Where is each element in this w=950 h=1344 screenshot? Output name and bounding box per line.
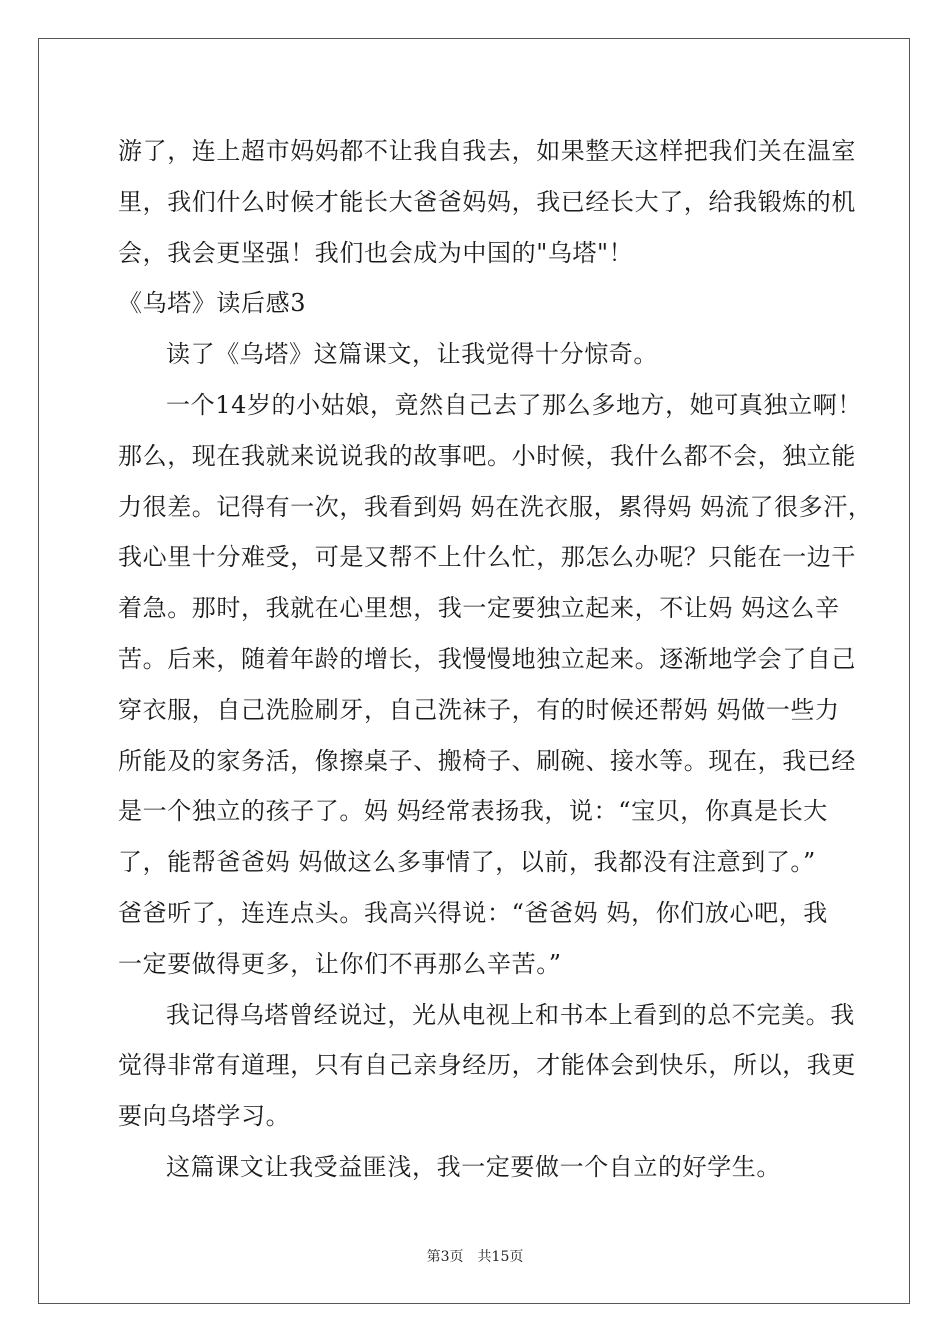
text-line: 苦。后来，随着年龄的增长，我慢慢地独立起来。逐渐地学会了自己 (118, 644, 856, 673)
text-line: 了，能帮爸爸妈 妈做这么多事情了，以前，我都没有注意到了。” (118, 848, 816, 877)
paragraph (118, 1142, 834, 1193)
page-total: 共15页 (477, 1249, 524, 1265)
text-line: 我心里十分难受，可是又帮不上什么忙，那怎么办呢？只能在一边干 (118, 543, 856, 572)
section-heading (118, 278, 834, 329)
text-line: 这篇课文让我受益匪浅，我一定要做一个自立的好学生。 (166, 1152, 781, 1181)
text-line: 要向乌塔学习。 (118, 1102, 291, 1131)
text-line: 力很差。记得有一次，我看到妈 妈在洗衣服，累得妈 妈流了很多汗， (118, 492, 873, 521)
text-line: 读了《乌塔》这篇课文，让我觉得十分惊奇。 (166, 340, 658, 369)
text-line: 一个14岁的小姑娘，竟然自己去了那么多地方，她可真独立啊！ (166, 390, 862, 419)
text-line: 我记得乌塔曾经说过，光从电视上和书本上看到的总不完美。我 (166, 1000, 855, 1029)
text-line: 是一个独立的孩子了。妈 妈经常表扬我，说：“宝贝，你真是长大 (118, 797, 828, 826)
paragraph (118, 990, 856, 1142)
text-line: 那么，现在我就来说说我的故事吧。小时候，我什么都不会，独立能 (118, 441, 856, 470)
text-line: 爸爸听了，连连点头。我高兴得说：“爸爸妈 妈，你们放心吧，我 (118, 898, 828, 927)
text-line: 一定要做得更多，让你们不再那么辛苦。” (118, 949, 562, 978)
paragraph (118, 329, 834, 380)
text-line: 会，我会更坚强！我们也会成为中国的"乌塔"！ (118, 238, 634, 267)
heading-line: 《乌塔》读后感3 (118, 289, 307, 318)
page-number: 第3页 (426, 1249, 464, 1265)
text-line: 游了，连上超市妈妈都不让我自我去，如果整天这样把我们关在温室 (118, 137, 856, 165)
text-line: 觉得非常有道理，只有自己亲身经历，才能体会到快乐，所以，我更 (118, 1051, 856, 1080)
page-footer (0, 1246, 950, 1266)
text-line: 穿衣服，自己洗脸刷牙，自己洗袜子，有的时候还帮妈 妈做一些力 (118, 695, 840, 724)
text-line: 所能及的家务活，像擦桌子、搬椅子、刷碗、接水等。现在，我已经 (118, 746, 856, 775)
document-body (118, 126, 873, 1193)
paragraph (118, 126, 856, 278)
text-line: 着急。那时，我就在心里想，我一定要独立起来，不让妈 妈这么辛 (118, 594, 840, 623)
paragraph (118, 380, 873, 990)
text-line: 里，我们什么时候才能长大爸爸妈妈，我已经长大了，给我锻炼的机 (118, 187, 856, 216)
